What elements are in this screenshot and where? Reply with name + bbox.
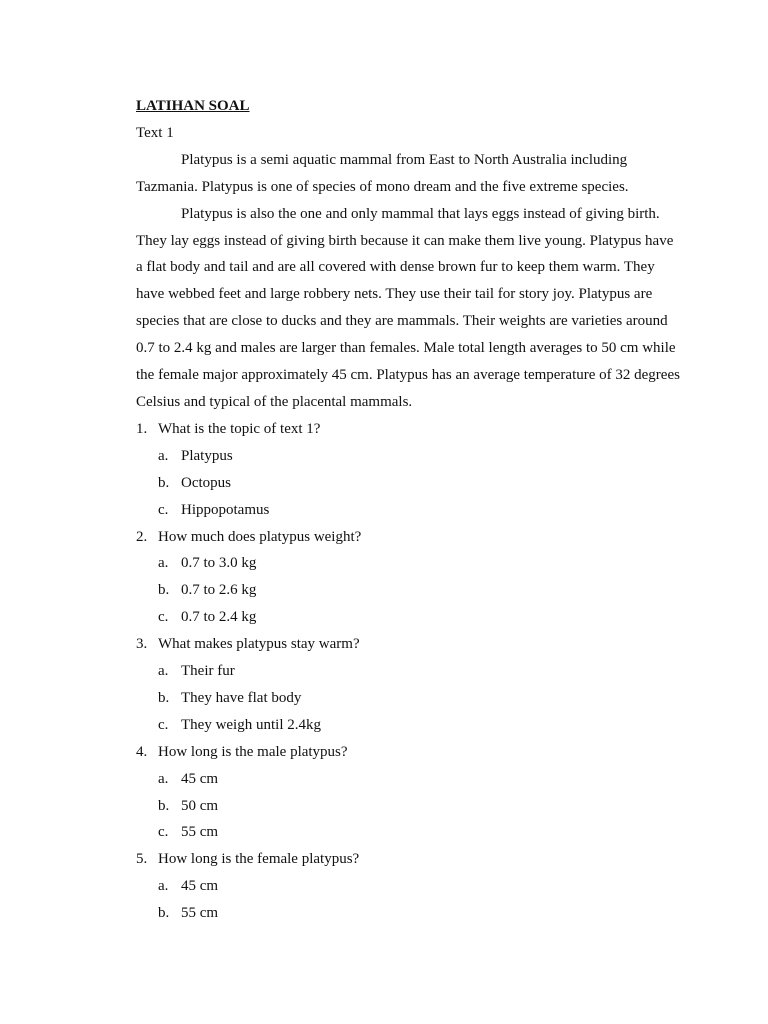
option-text: 0.7 to 2.6 kg: [181, 582, 257, 599]
question-2-option-b: [136, 577, 681, 604]
option-letter: a.: [158, 878, 169, 895]
question-3: [136, 631, 681, 658]
question-1-option-a: [136, 443, 681, 470]
question-text: How much does platypus weight?: [158, 528, 362, 545]
option-text: 50 cm: [181, 797, 219, 814]
question-number: 4.: [136, 743, 148, 760]
paragraph-2: Platypus is also the one and only mammal that lays eggs instead of giving birth. They lay eggs instead of giving birth because it can make them live young. Platypus have a flat body and tail and are all covered with dense brown fur to keep them warm. They have webbed feet and large robbery nets. They use their tail for story joy. Platypus are species that are close to ducks and they are mammals. Their weights are varieties around 0.7 to 2.4 kg and males are larger than females. Male total length averages to 50 cm while the female major approximately 45 cm. Platypus has an average temperature of 32 degrees Celsius and typical of the placental mammals.: [136, 205, 680, 410]
option-letter: b.: [158, 797, 170, 814]
question-text: What makes platypus stay warm?: [158, 636, 360, 653]
option-text: They have flat body: [181, 689, 302, 706]
question-text: How long is the female platypus?: [158, 851, 360, 868]
question-4-option-a: [136, 766, 681, 793]
question-3-option-c: [136, 712, 681, 739]
option-letter: c.: [158, 501, 169, 518]
text-label: Text 1: [136, 124, 174, 141]
paragraph-1: Platypus is a semi aquatic mammal from East to North Australia including Tazmania. Platypus is one of species of mono dream and the five extreme species.: [136, 151, 629, 195]
question-4: [136, 739, 681, 766]
document-title: LATIHAN SOAL: [136, 98, 250, 114]
question-2-option-c: [136, 604, 681, 631]
option-text: 45 cm: [181, 770, 219, 787]
question-1-option-c: [136, 497, 681, 524]
option-letter: b.: [158, 689, 170, 706]
question-1: [136, 416, 681, 443]
question-3-option-a: [136, 658, 681, 685]
option-letter: b.: [158, 582, 170, 599]
option-text: 0.7 to 2.4 kg: [181, 609, 257, 626]
question-4-option-b: [136, 793, 681, 820]
option-letter: c.: [158, 824, 169, 841]
question-number: 2.: [136, 528, 148, 545]
question-4-option-c: [136, 819, 681, 846]
question-5-option-b: [136, 900, 681, 927]
option-letter: b.: [158, 905, 170, 922]
question-5-option-a: [136, 873, 681, 900]
option-text: Octopus: [181, 474, 231, 491]
option-text: 55 cm: [181, 824, 219, 841]
option-letter: b.: [158, 474, 170, 491]
option-letter: c.: [158, 609, 169, 626]
option-text: Platypus: [181, 447, 233, 464]
option-text: 55 cm: [181, 905, 219, 922]
option-text: 0.7 to 3.0 kg: [181, 555, 257, 572]
option-text: Their fur: [181, 663, 235, 680]
option-letter: a.: [158, 663, 169, 680]
question-5: [136, 846, 681, 873]
option-text: They weigh until 2.4kg: [181, 716, 321, 733]
option-text: Hippopotamus: [181, 501, 270, 518]
option-text: 45 cm: [181, 878, 219, 895]
question-number: 5.: [136, 851, 148, 868]
option-letter: a.: [158, 770, 169, 787]
question-3-option-b: [136, 685, 681, 712]
question-number: 1.: [136, 420, 148, 437]
question-number: 3.: [136, 636, 148, 653]
option-letter: a.: [158, 447, 169, 464]
document-page: [136, 93, 681, 927]
option-letter: c.: [158, 716, 169, 733]
question-2: [136, 524, 681, 551]
question-text: What is the topic of text 1?: [158, 420, 321, 437]
question-1-option-b: [136, 470, 681, 497]
question-2-option-a: [136, 550, 681, 577]
option-letter: a.: [158, 555, 169, 572]
question-text: How long is the male platypus?: [158, 743, 348, 760]
